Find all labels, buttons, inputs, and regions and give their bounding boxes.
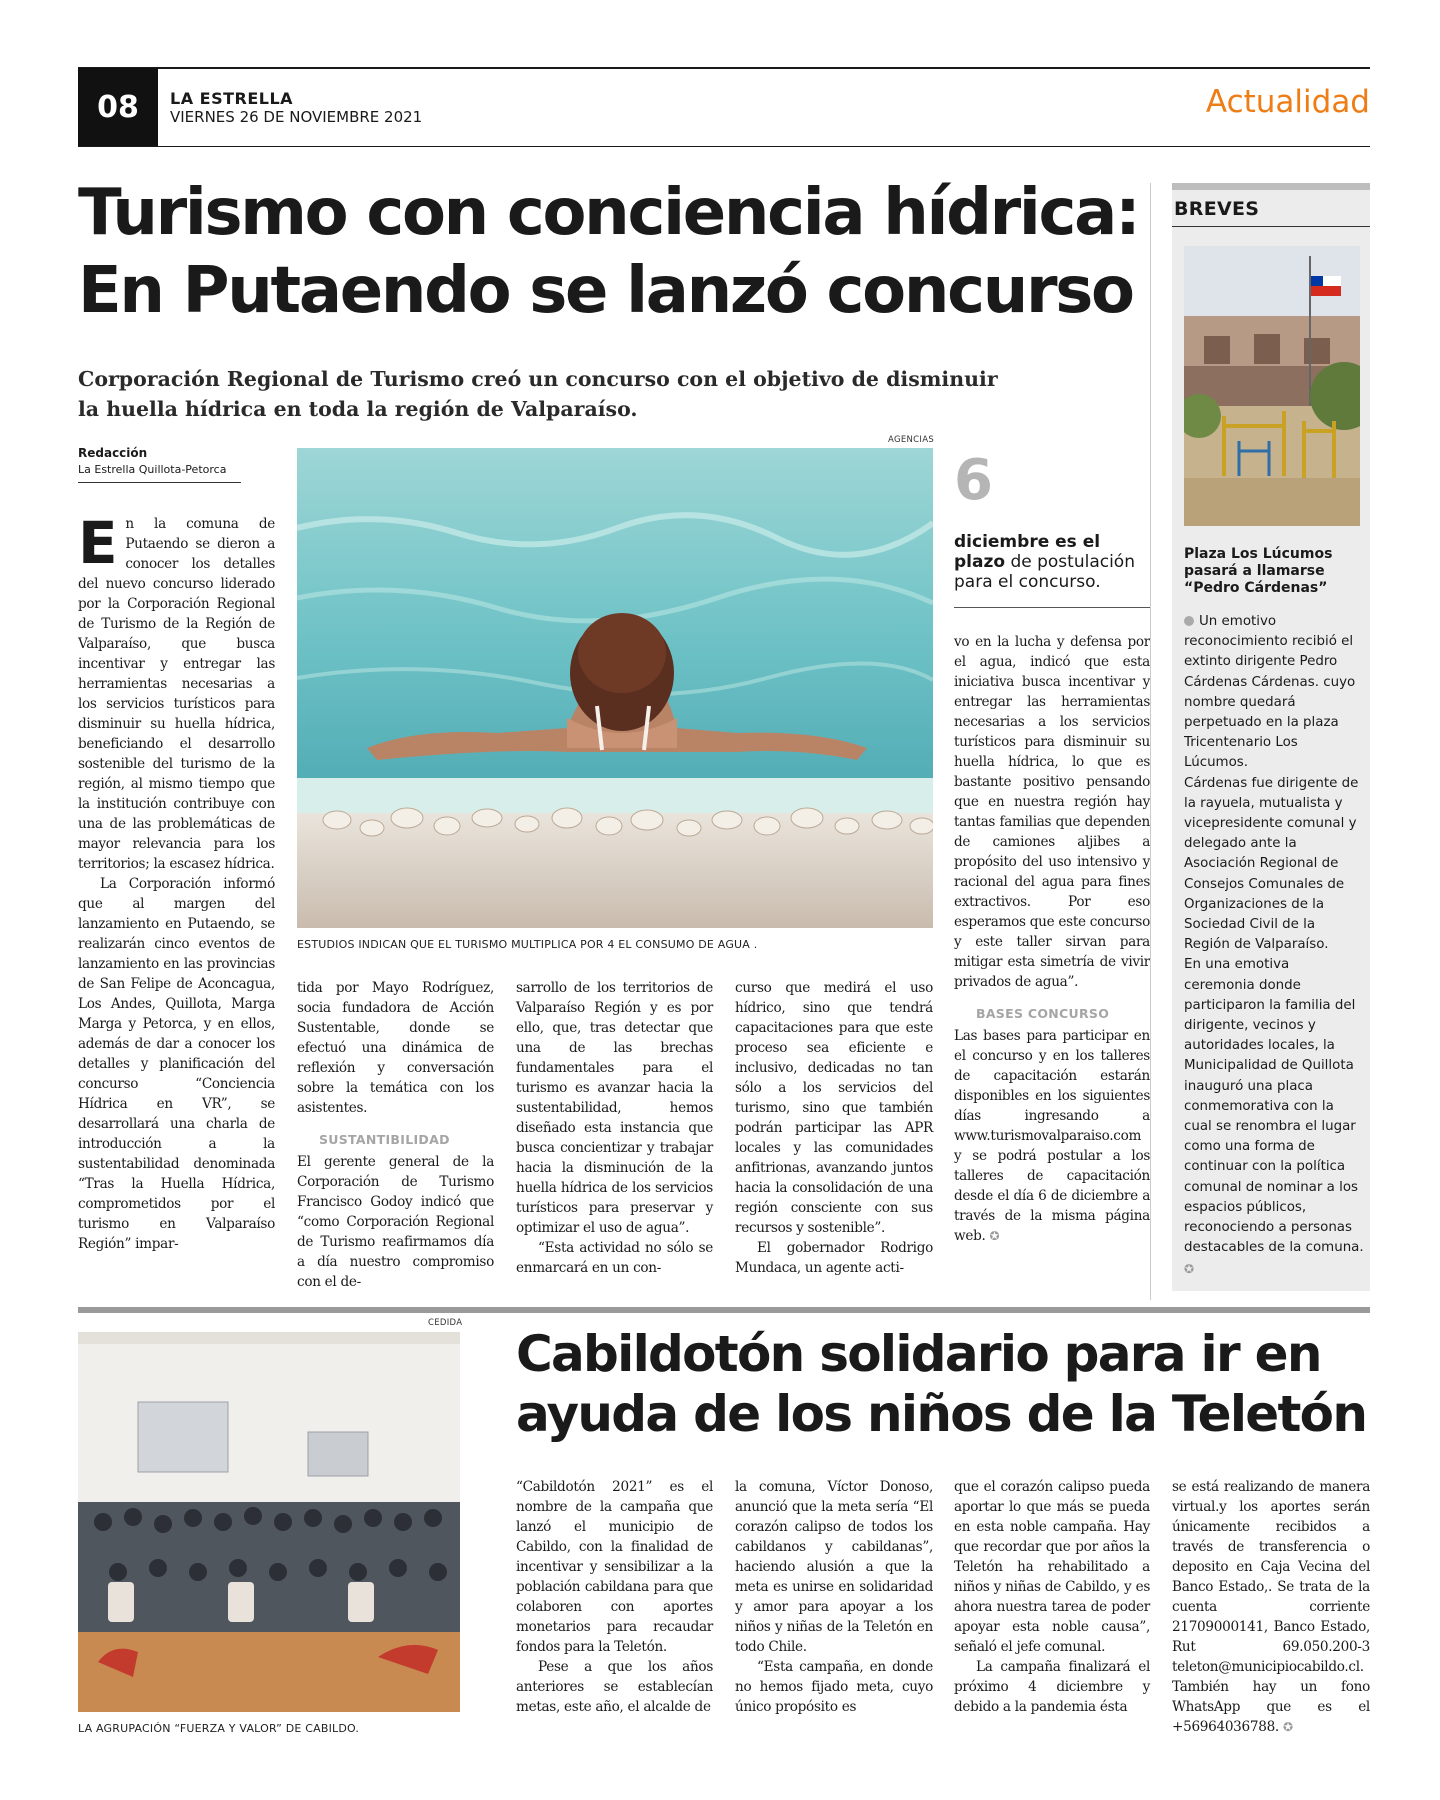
article-column-1: [78, 509, 275, 1254]
column-4-paragraph-2: El gobernador Rodrigo Mundaca, un agente acti-: [735, 1240, 933, 1276]
pool-illustration: [297, 448, 933, 928]
column-4-paragraph-1: curso que medirá el uso hídrico, sino que tendrá capacitaciones para que este proceso sea eficiente e inclusivo, dedicadas no tan sólo a los servicios del turismo, sino que también podrán participar las APR locales y las comunidades anfitrionas, avanzando juntos hacia la consolidación de una región consciente con sus recursos y sostenible”.: [735, 980, 933, 1236]
article2-column-3-paragraph-1: que el corazón calipso pueda aportar lo que más se pueda en esta noble campaña. Hay que recordar que por años la Teletón ha rehabilitado a niños y niñas de Cabildo, y es ahora nuestra tarea de poder apoyar esta noble causa”, señaló el jefe comunal.: [954, 1479, 1150, 1655]
header-bottom-rule: [78, 146, 1370, 147]
column-3-paragraph-2: “Esta actividad no sólo se enmarcará en un con-: [516, 1240, 713, 1276]
article2-column-2-paragraph-2: “Esta campaña, en donde no hemos fijado meta, cuyo único propósito es: [735, 1659, 933, 1715]
article2-column-1-paragraph-2: Pese a que los años anteriores se establecían metas, este año, el alcalde de: [516, 1659, 713, 1715]
article-lede: Corporación Regional de Turismo creó un concurso con el objetivo de disminuir la huella hídrica en toda la región de Valparaíso.: [78, 367, 998, 421]
stat-number: 6: [954, 448, 993, 513]
sidebar-body: [1184, 612, 1364, 1280]
byline-org: La Estrella Quillota-Petorca: [78, 463, 227, 476]
sidebar-paragraph-2: Cárdenas fue dirigente de la rayuela, mutualista y vicepresidente comunal y delegado ante la Asociación Regional de Consejos Comunales de Organizaciones de la Sociedad Civil de la Región de Valparaíso.: [1184, 775, 1359, 953]
column-5-paragraph-1: vo en la lucha y defensa por el agua, indicó que esta iniciativa busca incentivar y entregar las herramientas necesarias a los servicios turísticos para disminuir su huella hídrica, lo que es bastante positivo pensando que en nuestra región hay tantas familias que dependen de camiones aljibes a propósito del uso intensivo y racional del agua para fines extractivos. Por eso esperamos que este concurso y este taller sirvan para mitigar esta simetría de vivir privados de agua”.: [954, 634, 1150, 990]
column-1-paragraph-1: n la comuna de Putaendo se dieron a conocer los detalles del nuevo concurso liderado por la Corporación Regional de Turismo de la Región de Valparaíso, que busca incentivar y entregar las herramientas necesarias a los servicios turísticos para disminuir su huella hídrica, beneficiando el desarrollo sostenible del turismo de la región, al mismo tiempo que la institución contribuye con una de las problemáticas de mayor relevancia para los territorios; la escasez hídrica.: [78, 516, 275, 872]
column-1-paragraph-2: La Corporación informó que al margen del lanzamiento en Putaendo, se realizarán cinco eventos de lanzamiento en las provincias de San Felipe de Aconcagua, Los Andes, Quillota, Marga Marga y Petorca, y en ellos, además de dar a conocer los detalles y planificación del concurso “Conciencia Hídrica en VR”, se desarrollará una charla de introducción a la sustentabilidad denominada “Tras la Huella Hídrica, comprometidos por el turismo en Valparaíso Región” impar-: [78, 876, 275, 1252]
stat-rule: [954, 607, 1150, 608]
photo-caption: ESTUDIOS INDICAN QUE EL TURISMO MULTIPLICA POR 4 EL CONSUMO DE AGUA .: [297, 938, 758, 951]
sidebar-title-rule: [1172, 226, 1370, 227]
sidebar-headline: Plaza Los Lúcumos pasará a llamarse “Pedro Cárdenas”: [1184, 546, 1333, 596]
sidebar-title: BREVES: [1174, 198, 1260, 220]
column-2-paragraph-1: tida por Mayo Rodríguez, socia fundadora de Acción Sustentable, donde se efectuó una dinámica de reflexión y conversación sobre la temática con los asistentes.: [297, 980, 494, 1116]
article-column-3: [516, 978, 713, 1278]
page-number: 08: [78, 68, 158, 146]
subhead-sustentabilidad: SUSTANTIBILIDAD: [319, 1132, 450, 1147]
end-mark-icon: ✪: [989, 1229, 1000, 1243]
article2-column-1: [516, 1477, 713, 1717]
stat-text: [954, 532, 1154, 592]
article2-column-2: [735, 1477, 933, 1717]
sidebar-photo: [1184, 246, 1360, 526]
article-separator: [78, 1307, 1370, 1313]
photo-caption-2: LA AGRUPACIÓN “FUERZA Y VALOR” DE CABILDO.: [78, 1722, 360, 1735]
article-headline: [78, 174, 1138, 330]
article2-column-3-paragraph-2: La campaña finalizará el próximo 4 diciembre y debido a la pandemia ésta: [954, 1659, 1150, 1715]
bullet-icon: [1184, 616, 1194, 626]
article-column-4: [735, 978, 933, 1278]
headline-line-1: Turismo con conciencia hídrica:: [78, 176, 1139, 250]
group-illustration: [78, 1332, 460, 1712]
headline2-line-2: ayuda de los niños de la Teletón: [516, 1385, 1367, 1443]
article2-column-2-paragraph-1: la comuna, Víctor Donoso, anunció que la meta sería “El corazón calipso de todos los cabildanos y cabildanas”, haciendo alusión a que la meta es unirse en solidaridad y amor para apoyar a los niños y niñas de la Teletón en todo Chile.: [735, 1479, 933, 1655]
headline-line-2: En Putaendo se lanzó concurso: [78, 254, 1133, 328]
paper-name: LA ESTRELLA: [170, 89, 294, 108]
pool-photo: [297, 448, 933, 928]
article2-headline: [516, 1324, 1376, 1444]
stat-rest: de postulación para el concurso.: [954, 552, 1135, 592]
article2-column-3: [954, 1477, 1150, 1717]
column-3-paragraph-1: sarrollo de los territorios de Valparaíso Región y es por ello, que, tras detectar que una de las brechas fundamentales para el turismo es avanzar hacia la sustentabilidad, hemos diseñado esta instancia que busca concientizar y trabajar hacia la disminución de la huella hídrica de los servicios turísticos para preservar y optimizar el uso de agua”.: [516, 980, 713, 1236]
plaza-illustration: [1184, 246, 1360, 526]
article-column-5: [954, 632, 1150, 1246]
article2-column-4: [1172, 1477, 1370, 1737]
group-photo: [78, 1332, 460, 1712]
column-2-paragraph-2: El gerente general de la Corporación de Turismo Francisco Godoy indicó que “como Corporación Regional de Turismo reafirmamos día a día nuestro compromiso con el de-: [297, 1154, 494, 1290]
photo-credit: AGENCIAS: [888, 435, 935, 445]
header-top-rule: [78, 67, 1370, 69]
sidebar-paragraph-1: Un emotivo reconocimiento recibió el extinto dirigente Pedro Cárdenas Cárdenas. cuyo nombre quedará perpetuado en la plaza Tricentenario Los Lúcumos.: [1184, 614, 1356, 771]
section-title: Actualidad: [1205, 84, 1370, 120]
byline-name: Redacción: [78, 446, 148, 460]
dropcap: E: [78, 509, 118, 577]
sidebar-paragraph-3: En una emotiva ceremonia donde participaron la familia del dirigente, vecinos y autoridades locales, la Municipalidad de Quillota inauguró una placa conmemorativa con la cual se renombra el lugar como una forma de continuar con la política comunal de nominar a los espacios públicos, reconociendo a personas destacables de la comuna.: [1184, 957, 1364, 1256]
column-5-paragraph-2: Las bases para participar en el concurso y en los talleres de capacitación estarán disponibles en los siguientes días ingresando a www.turismovalparaiso.com y se podrá postular a los talleres de capacitación desde el día 6 de diciembre a través de la misma página web.: [954, 1028, 1150, 1244]
stat-bold: diciembre es el plazo: [954, 532, 1101, 572]
byline-rule: [78, 482, 241, 483]
issue-date: VIERNES 26 DE NOVIEMBRE 2021: [170, 108, 423, 126]
end-mark-icon: ✪: [1184, 1261, 1195, 1276]
sidebar-divider: [1150, 183, 1151, 1300]
article-column-2: [297, 978, 494, 1292]
article2-column-4-paragraph-1: se está realizando de manera virtual.y los aportes serán únicamente recibidos a través de transferencia o deposito en Caja Vecina del Banco Estado,. Se trata de la cuenta corriente 21709000141, Banco Estado, Rut 69.050.200-3 teleton@municipiocabildo.cl. También hay un fono WhatsApp que es el +56964036788.: [1172, 1479, 1370, 1735]
end-mark-icon: ✪: [1282, 1720, 1293, 1734]
subhead-bases: BASES CONCURSO: [976, 1006, 1110, 1021]
headline2-line-1: Cabildotón solidario para ir en: [516, 1325, 1321, 1383]
article2-column-1-paragraph-1: “Cabildotón 2021” es el nombre de la campaña que lanzó el municipio de Cabildo, con la finalidad de incentivar y sensibilizar a la población cabildana para que colaboren con aportes monetarios para recaudar fondos para la Teletón.: [516, 1479, 713, 1655]
photo-credit-2: CEDIDA: [428, 1318, 463, 1328]
